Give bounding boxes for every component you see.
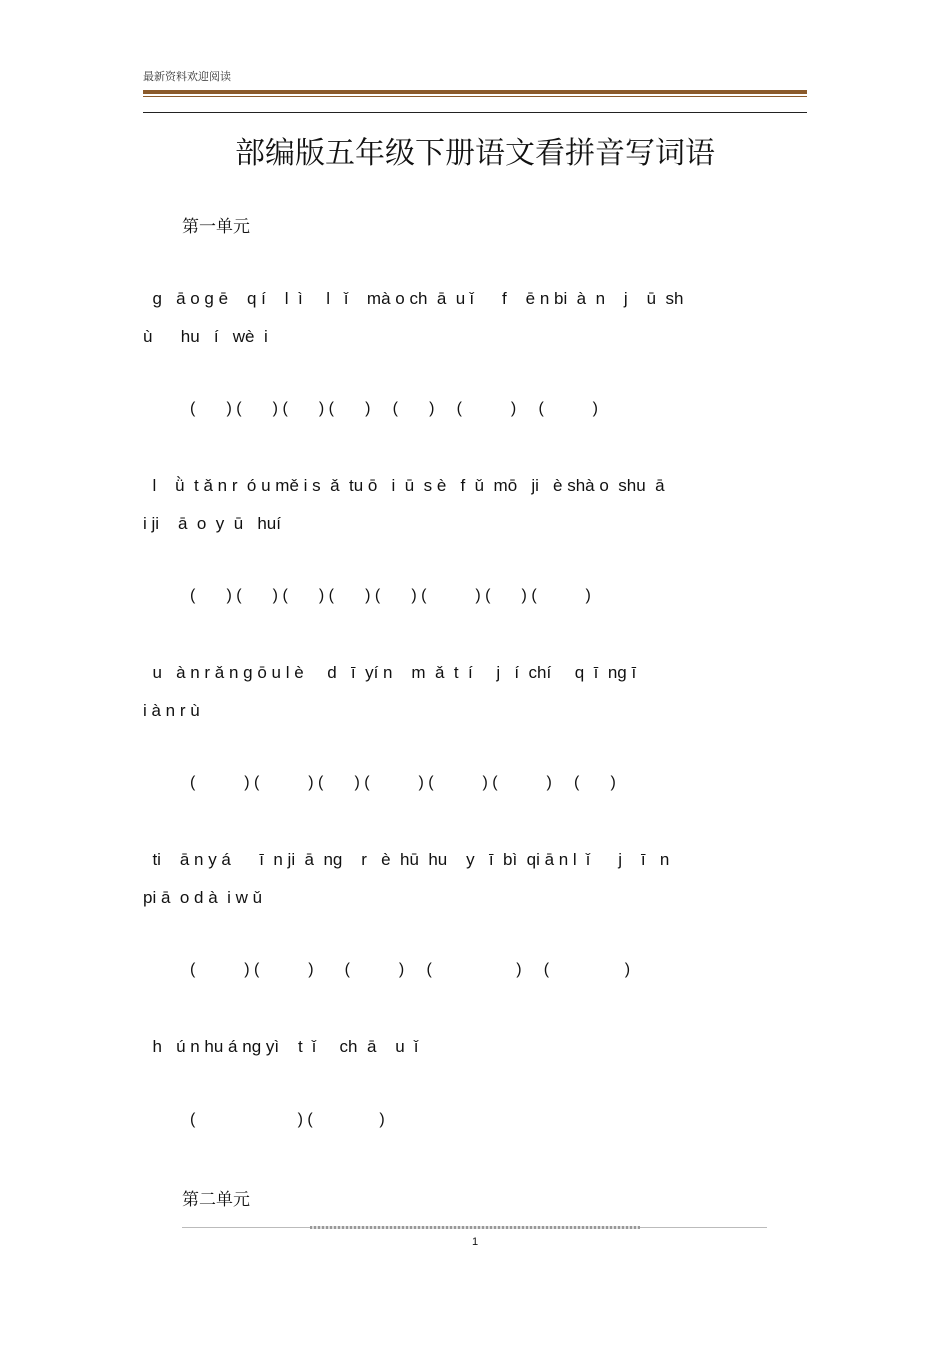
pinyin-line: i ji ā o y ū huí — [143, 514, 281, 533]
pinyin-line: u à n r ǎ n g ō u l è d ī yí n m ǎ t í j í chí q ī ng ī — [143, 663, 637, 682]
header-text: 最新资料欢迎阅读 — [143, 70, 231, 83]
header-rule-black — [143, 112, 807, 113]
pinyin-line: l ǜ t ǎ n r ó u mě i s ǎ tu ō i ū s è f ǔ mō ji è shà o shu ā — [143, 476, 665, 495]
answer-blanks: ( ) ( ) ( ) ( ) ( ) ( ) ( ) — [190, 774, 616, 791]
pinyin-line: h ú n hu á ng yì t ǐ ch ā u ǐ — [143, 1037, 418, 1056]
pinyin-line: i à n r ù — [143, 701, 200, 720]
footer-rule-accent — [310, 1226, 640, 1229]
page-number: 1 — [471, 1236, 479, 1248]
pinyin-line: ù hu í wè i — [143, 327, 268, 346]
pinyin-line: pi ā o d à i w ǔ — [143, 888, 263, 907]
header-rule-thin — [143, 96, 807, 97]
answer-blanks: ( ) ( ) ( ) ( ) ( ) ( ) ( ) ( ) — [190, 587, 591, 604]
pinyin-line: g ā o g ē q í l ì l ǐ mà o ch ā u ǐ f ē n bi à n j ū sh — [143, 289, 684, 308]
answer-blanks: ( ) ( ) ( ) ( ) ( ) ( ) ( ) — [190, 400, 598, 417]
pinyin-line: ti ā n y á ī n ji ā ng r è hū hu y ī bì qi ā n l ǐ j ī n — [143, 850, 670, 869]
header-rule-thick — [143, 90, 807, 94]
answer-blanks: ( ) ( ) ( ) ( ) ( ) — [190, 961, 631, 978]
answer-blanks: ( ) ( ) — [190, 1111, 385, 1128]
document-title: 部编版五年级下册语文看拼音写词语 — [235, 136, 715, 171]
unit-heading-2: 第二单元 — [182, 1190, 250, 1210]
unit-heading-1: 第一单元 — [182, 217, 250, 237]
